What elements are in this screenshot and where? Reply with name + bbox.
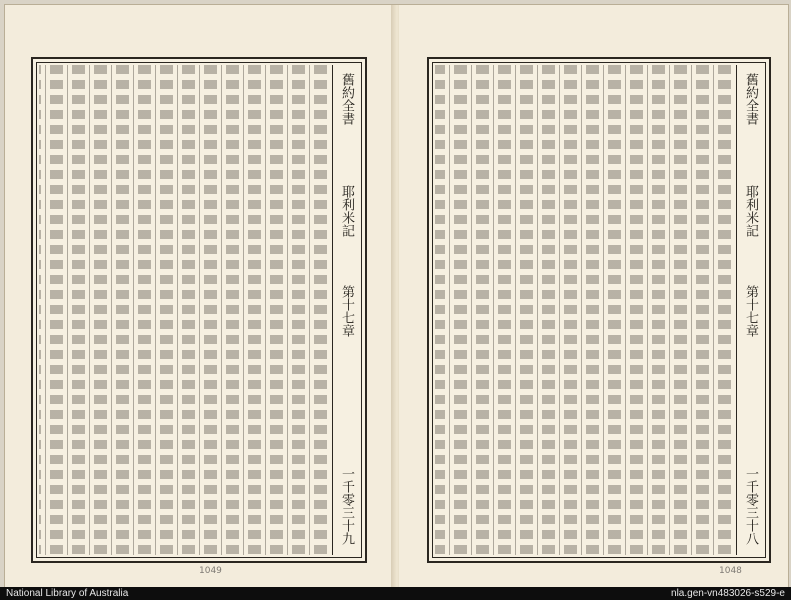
right-header-column bbox=[736, 65, 763, 555]
right-page-number: 一千零三十八 bbox=[743, 467, 758, 545]
left-section-title: 耶利米記 bbox=[339, 185, 354, 237]
archive-footer bbox=[0, 587, 791, 600]
book-spread bbox=[4, 4, 789, 589]
right-chapter-label: 第十七章 bbox=[743, 285, 758, 337]
right-text-frame bbox=[427, 57, 771, 563]
left-page bbox=[5, 5, 396, 588]
right-body-text bbox=[435, 65, 735, 555]
library-credit: National Library of Australia bbox=[6, 588, 129, 599]
left-text-frame bbox=[31, 57, 367, 563]
left-header-column bbox=[332, 65, 359, 555]
item-identifier: nla.gen-vn483026-s529-e bbox=[671, 588, 785, 599]
left-chapter-label: 第十七章 bbox=[339, 285, 354, 337]
right-page bbox=[399, 5, 788, 588]
right-section-title: 耶利米記 bbox=[743, 185, 758, 237]
right-book-title: 舊約全書 bbox=[743, 73, 758, 125]
left-book-title: 舊約全書 bbox=[339, 73, 354, 125]
left-page-number: 一千零三十九 bbox=[339, 467, 354, 545]
right-pencil-note: 1048 bbox=[719, 566, 742, 576]
left-body-text bbox=[39, 65, 331, 555]
left-pencil-note: 1049 bbox=[199, 566, 222, 576]
